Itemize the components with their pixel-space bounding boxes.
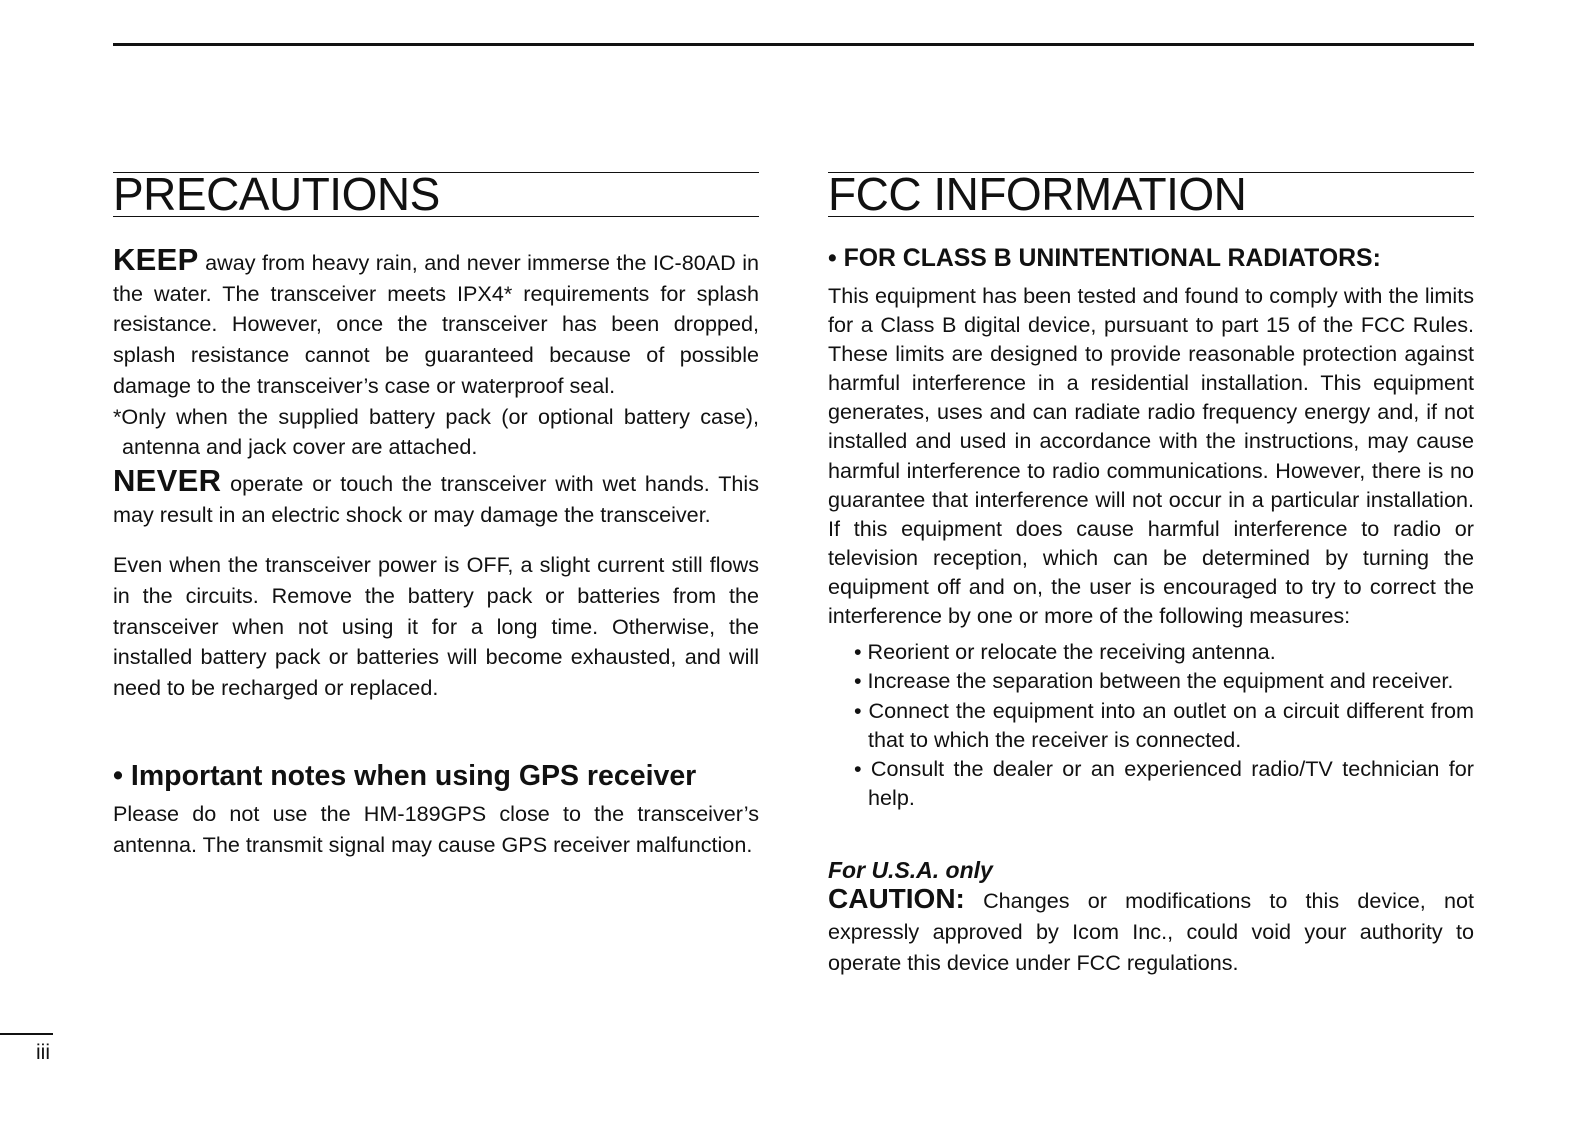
gps-heading: • Important notes when using GPS receiver: [113, 759, 697, 792]
ipx4-footnote: *Only when the supplied battery pack (or optional battery case), antenna and jack cover are attached.: [113, 403, 759, 460]
gps-paragraph: Please do not use the HM-189GPS close to the transceiver’s antenna. The transmit signal may cause GPS receiver malfunction.: [113, 800, 759, 857]
header-rule: [113, 43, 1474, 46]
list-item: • Increase the separation between the equipment and receiver.: [854, 668, 1454, 694]
fcc-column: [828, 168, 1474, 978]
power-off-paragraph: Even when the transceiver power is OFF, a slight current still flows in the circuits. Remove the battery pack or batteries from the transceiver when not using it for a long time. Otherwise, the installed battery pack or batteries will become exhausted, and will need to be recharged or replaced.: [113, 552, 759, 701]
never-paragraph: [113, 462, 759, 530]
never-text: operate or touch the transceiver with wet hands. This may result in an electric shock or may damage the transceiver.: [113, 470, 759, 527]
precautions-column: [113, 168, 759, 860]
caution-text: Changes or modifications to this device, not expressly approved by Icom Inc., could void your authority to operate this device under FCC regulations.: [828, 888, 1474, 975]
keep-paragraph: [113, 242, 759, 402]
fcc-title: FCC INFORMATION: [828, 172, 1474, 217]
keep-text: away from heavy rain, and never immerse the IC-80AD in the water. The transceiver meets IPX4* requirements for splash resistance. However, once the transceiver has been dropped, splash resistance cannot be guaranteed because of possible damage to the transceiver’s case or waterproof seal.: [113, 250, 759, 398]
list-item: • Reorient or relocate the receiving antenna.: [854, 639, 1276, 665]
precautions-title: PRECAUTIONS: [113, 172, 759, 217]
page-number: iii: [36, 1041, 50, 1064]
caution-paragraph: [828, 884, 1474, 978]
class-b-heading: • FOR CLASS B UNINTENTIONAL RADIATORS:: [828, 245, 1381, 272]
measures-list: [828, 637, 1474, 812]
list-item: • Consult the dealer or an experienced radio/TV technician for help.: [854, 755, 1474, 811]
footer-rule: [0, 1033, 53, 1035]
list-item: • Connect the equipment into an outlet on a circuit different from that to which the receiver is connected.: [854, 697, 1474, 752]
usa-only-label: For U.S.A. only: [828, 857, 993, 884]
never-lead: NEVER: [113, 462, 222, 498]
caution-lead: CAUTION:: [828, 883, 965, 915]
class-b-paragraph: This equipment has been tested and found to comply with the limits for a Class B digital device, pursuant to part 15 of the FCC Rules. These limits are designed to provide reasonable protection against harmful interference in a residential installation. This equipment generates, uses and can radiate radio frequency energy and, if not installed and used in accordance with the instructions, may cause harmful interference to radio communications. However, there is no guarantee that interference will not occur in a particular installation. If this equipment does cause harmful interference to radio or television reception, which can be determined by turning the equipment off and on, the user is encouraged to try to correct the interference by one or more of the following measures:: [828, 283, 1474, 629]
keep-lead: KEEP: [113, 242, 199, 277]
